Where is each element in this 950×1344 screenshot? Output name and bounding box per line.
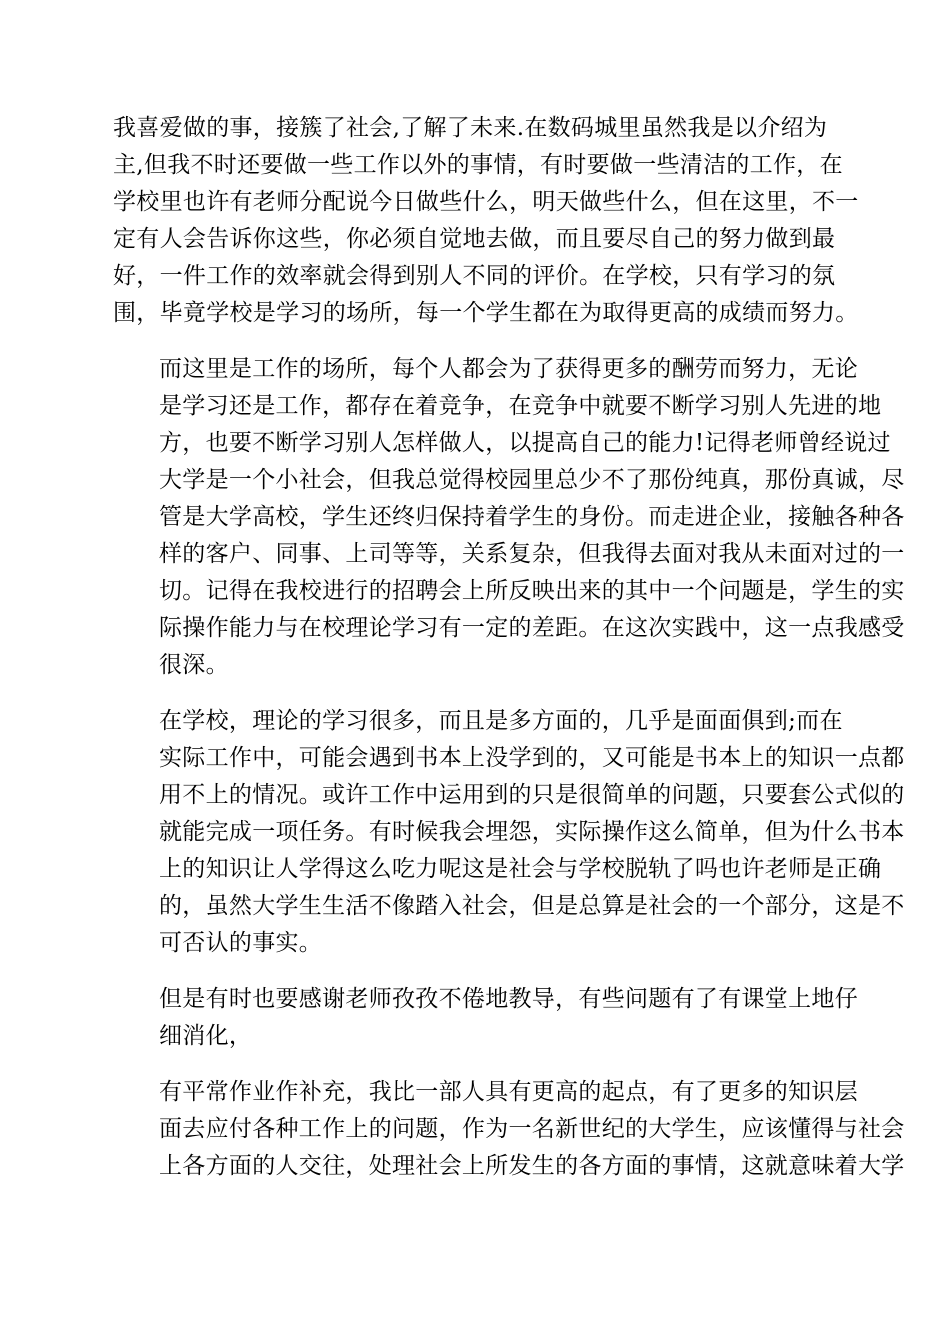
text-line: 上各方面的人交往，处理社会上所发生的各方面的事情，这就意味着大学 bbox=[159, 1153, 905, 1179]
text-line: 定有人会告诉你这些，你必须自觉地去做，而且要尽自己的努力做到最 bbox=[113, 226, 836, 252]
text-line: 面去应付各种工作上的问题，作为一名新世纪的大学生，应该懂得与社会 bbox=[159, 1116, 905, 1142]
text-line: 样的客户、同事、上司等等，关系复杂，但我得去面对我从未面对过的一 bbox=[159, 541, 905, 567]
text-line: 在学校，理论的学习很多，而且是多方面的，几乎是面面俱到;而在 bbox=[159, 708, 843, 734]
text-line: 大学是一个小社会，但我总觉得校园里总少不了那份纯真，那份真诚，尽 bbox=[159, 467, 905, 493]
text-line: 好，一件工作的效率就会得到别人不同的评价。在学校，只有学习的氛 bbox=[113, 263, 836, 289]
text-line: 管是大学高校，学生还终归保持着学生的身份。而走进企业，接触各种各 bbox=[159, 504, 905, 530]
text-line: 细消化， bbox=[159, 1023, 253, 1049]
text-line: 可否认的事实。 bbox=[159, 930, 323, 956]
text-line: 切。记得在我校进行的招聘会上所反映出来的其中一个问题是，学生的实 bbox=[159, 578, 905, 604]
text-line: 主,但我不时还要做一些工作以外的事情，有时要做一些清洁的工作，在 bbox=[113, 152, 843, 178]
paragraph-3 bbox=[113, 703, 905, 962]
text-line: 围，毕竟学校是学习的场所，每一个学生都在为取得更高的成绩而努力。 bbox=[113, 300, 859, 326]
text-line: 实际工作中，可能会遇到书本上没学到的，又可能是书本上的知识一点都 bbox=[159, 745, 905, 771]
text-line: 很深。 bbox=[159, 652, 229, 678]
text-line: 就能完成一项任务。有时候我会埋怨，实际操作这么简单，但为什么书本 bbox=[159, 819, 905, 845]
text-line: 学校里也许有老师分配说今日做些什么，明天做些什么，但在这里，不一 bbox=[113, 189, 859, 215]
text-line: 而这里是工作的场所，每个人都会为了获得更多的酬劳而努力，无论 bbox=[159, 356, 858, 382]
paragraph-1 bbox=[113, 110, 859, 332]
document-body bbox=[113, 110, 905, 1204]
text-line: 我喜爱做的事，接簇了社会,了解了未来.在数码城里虽然我是以介绍为 bbox=[113, 115, 828, 141]
paragraph-2 bbox=[113, 351, 905, 684]
paragraph-5 bbox=[113, 1074, 905, 1185]
text-line: 上的知识让人学得这么吃力呢这是社会与学校脱轨了吗也许老师是正确 bbox=[159, 856, 882, 882]
text-line: 的，虽然大学生生活不像踏入社会，但是总算是社会的一个部分，这是不 bbox=[159, 893, 905, 919]
paragraph-4 bbox=[113, 981, 858, 1055]
text-line: 是学习还是工作，都存在着竞争，在竞争中就要不断学习别人先进的地 bbox=[159, 393, 882, 419]
text-line: 用不上的情况。或许工作中运用到的只是很简单的问题，只要套公式似的 bbox=[159, 782, 905, 808]
text-line: 方，也要不断学习别人怎样做人，以提高自己的能力!记得老师曾经说过 bbox=[159, 430, 891, 456]
text-line: 但是有时也要感谢老师孜孜不倦地教导，有些问题有了有课堂上地仔 bbox=[159, 986, 858, 1012]
text-line: 有平常作业作补充，我比一部人具有更高的起点，有了更多的知识层 bbox=[159, 1079, 858, 1105]
text-line: 际操作能力与在校理论学习有一定的差距。在这次实践中，这一点我感受 bbox=[159, 615, 905, 641]
